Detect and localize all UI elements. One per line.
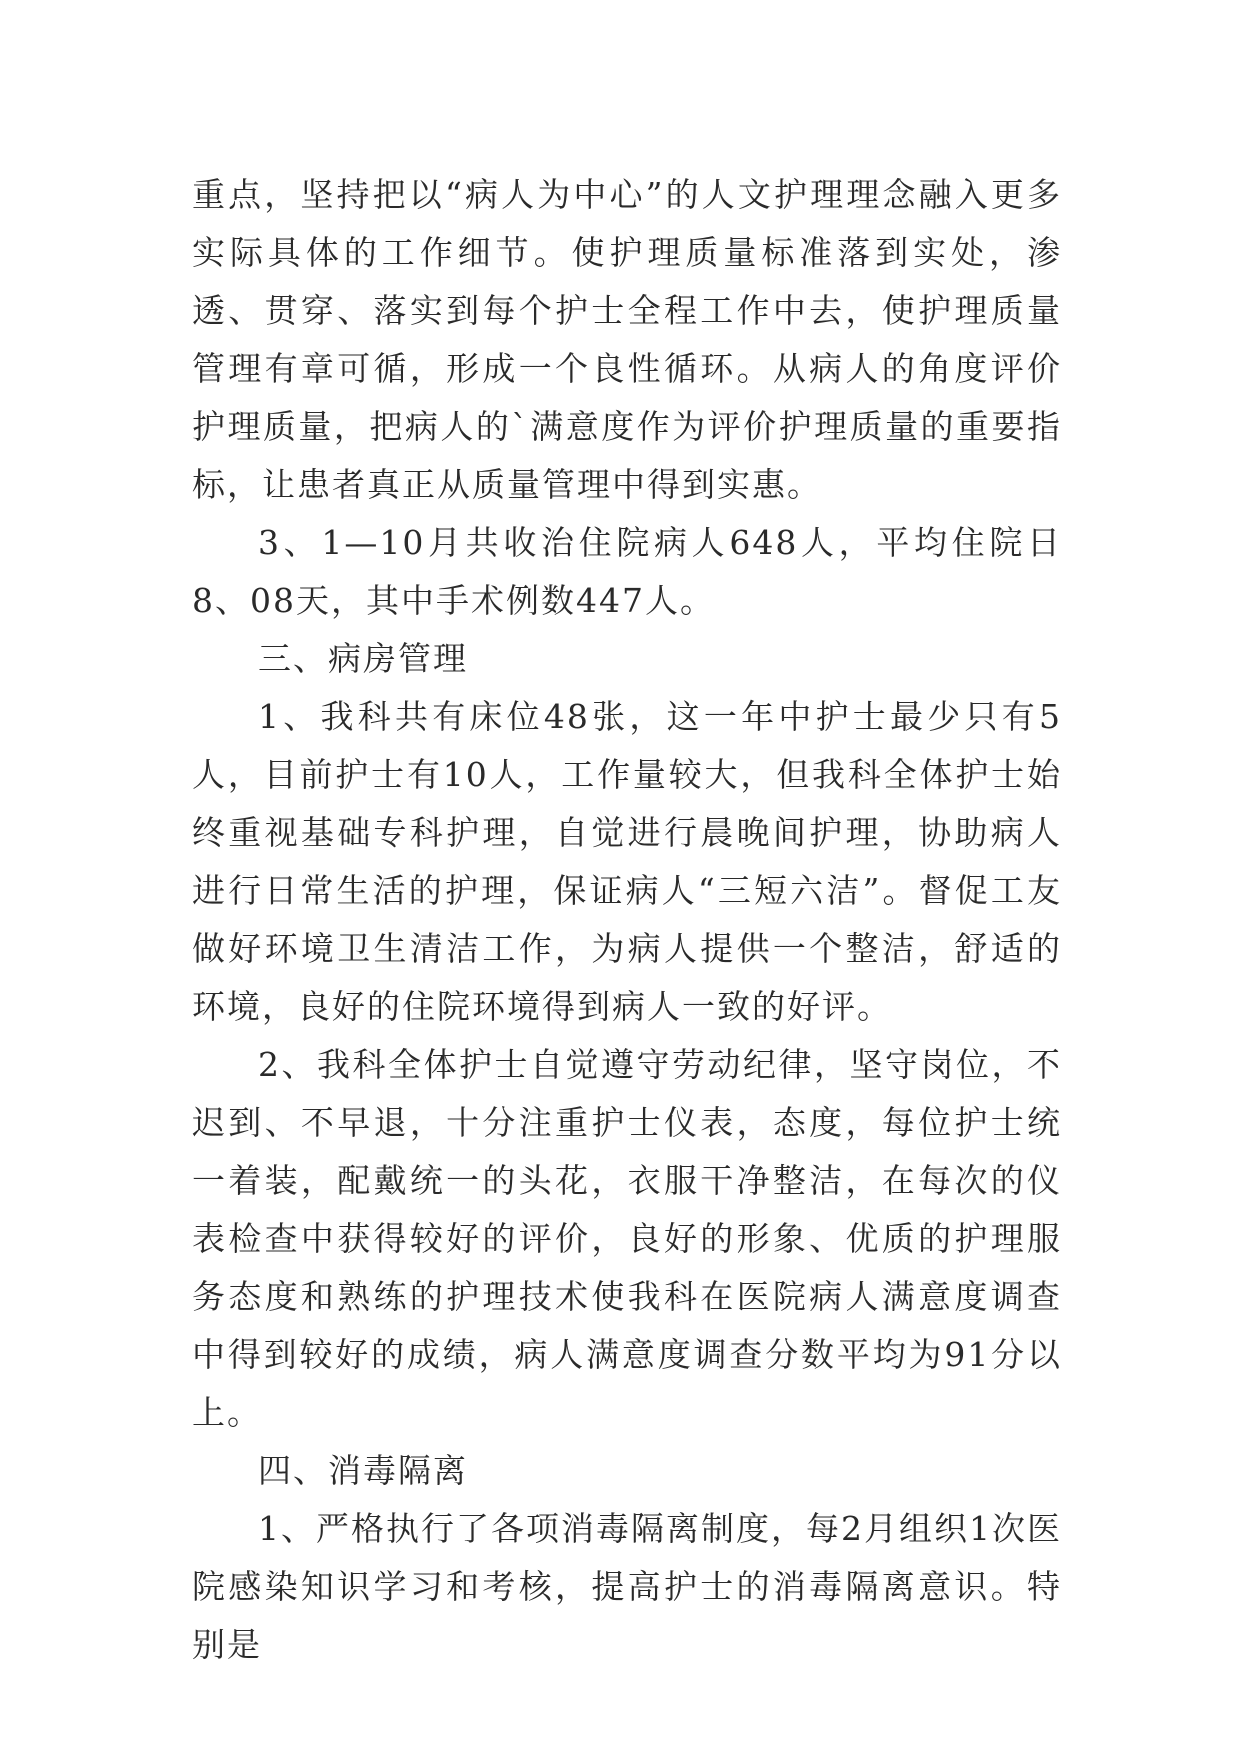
paragraph-discipline: 2、我科全体护士自觉遵守劳动纪律，坚守岗位，不迟到、不早退，十分注重护士仪表，态度，每位护士统一着装，配戴统一的头花，衣服干净整洁，在每次的仪表检查中获得较好的评价，良好的形象、优质的护理服务态度和熟练的护理技术使我科在医院病人满意度调查中得到较好的成绩，病人满意度调查分数平均为91分以上。 [192, 1045, 1062, 1432]
paragraph-inpatient-stats: 3、1—10月共收治住院病人648人，平均住院日8、08天，其中手术例数447人。 [192, 523, 1062, 620]
paragraph-disinfection-rules: 1、严格执行了各项消毒隔离制度，每2月组织1次医院感染知识学习和考核，提高护士的消毒隔离意识。特别是 [192, 1509, 1062, 1664]
document-body [192, 166, 1062, 1674]
paragraph-ward-beds: 1、我科共有床位48张，这一年中护士最少只有5人，目前护士有10人，工作量较大，但我科全体护士始终重视基础专科护理，自觉进行晨晚间护理，协助病人进行日常生活的护理，保证病人“三短六洁”。督促工友做好环境卫生清洁工作，为病人提供一个整洁，舒适的环境，良好的住院环境得到病人一致的好评。 [192, 697, 1062, 1026]
section-heading-disinfection: 四、消毒隔离 [258, 1451, 468, 1490]
paragraph-continuation: 重点，坚持把以“病人为中心”的人文护理理念融入更多实际具体的工作细节。使护理质量标准落到实处，渗透、贯穿、落实到每个护士全程工作中去，使护理质量管理有章可循，形成一个良性循环。从病人的角度评价护理质量，把病人的`满意度作为评价护理质量的重要指标，让患者真正从质量管理中得到实惠。 [192, 175, 1062, 504]
section-heading-ward-management: 三、病房管理 [258, 639, 468, 678]
